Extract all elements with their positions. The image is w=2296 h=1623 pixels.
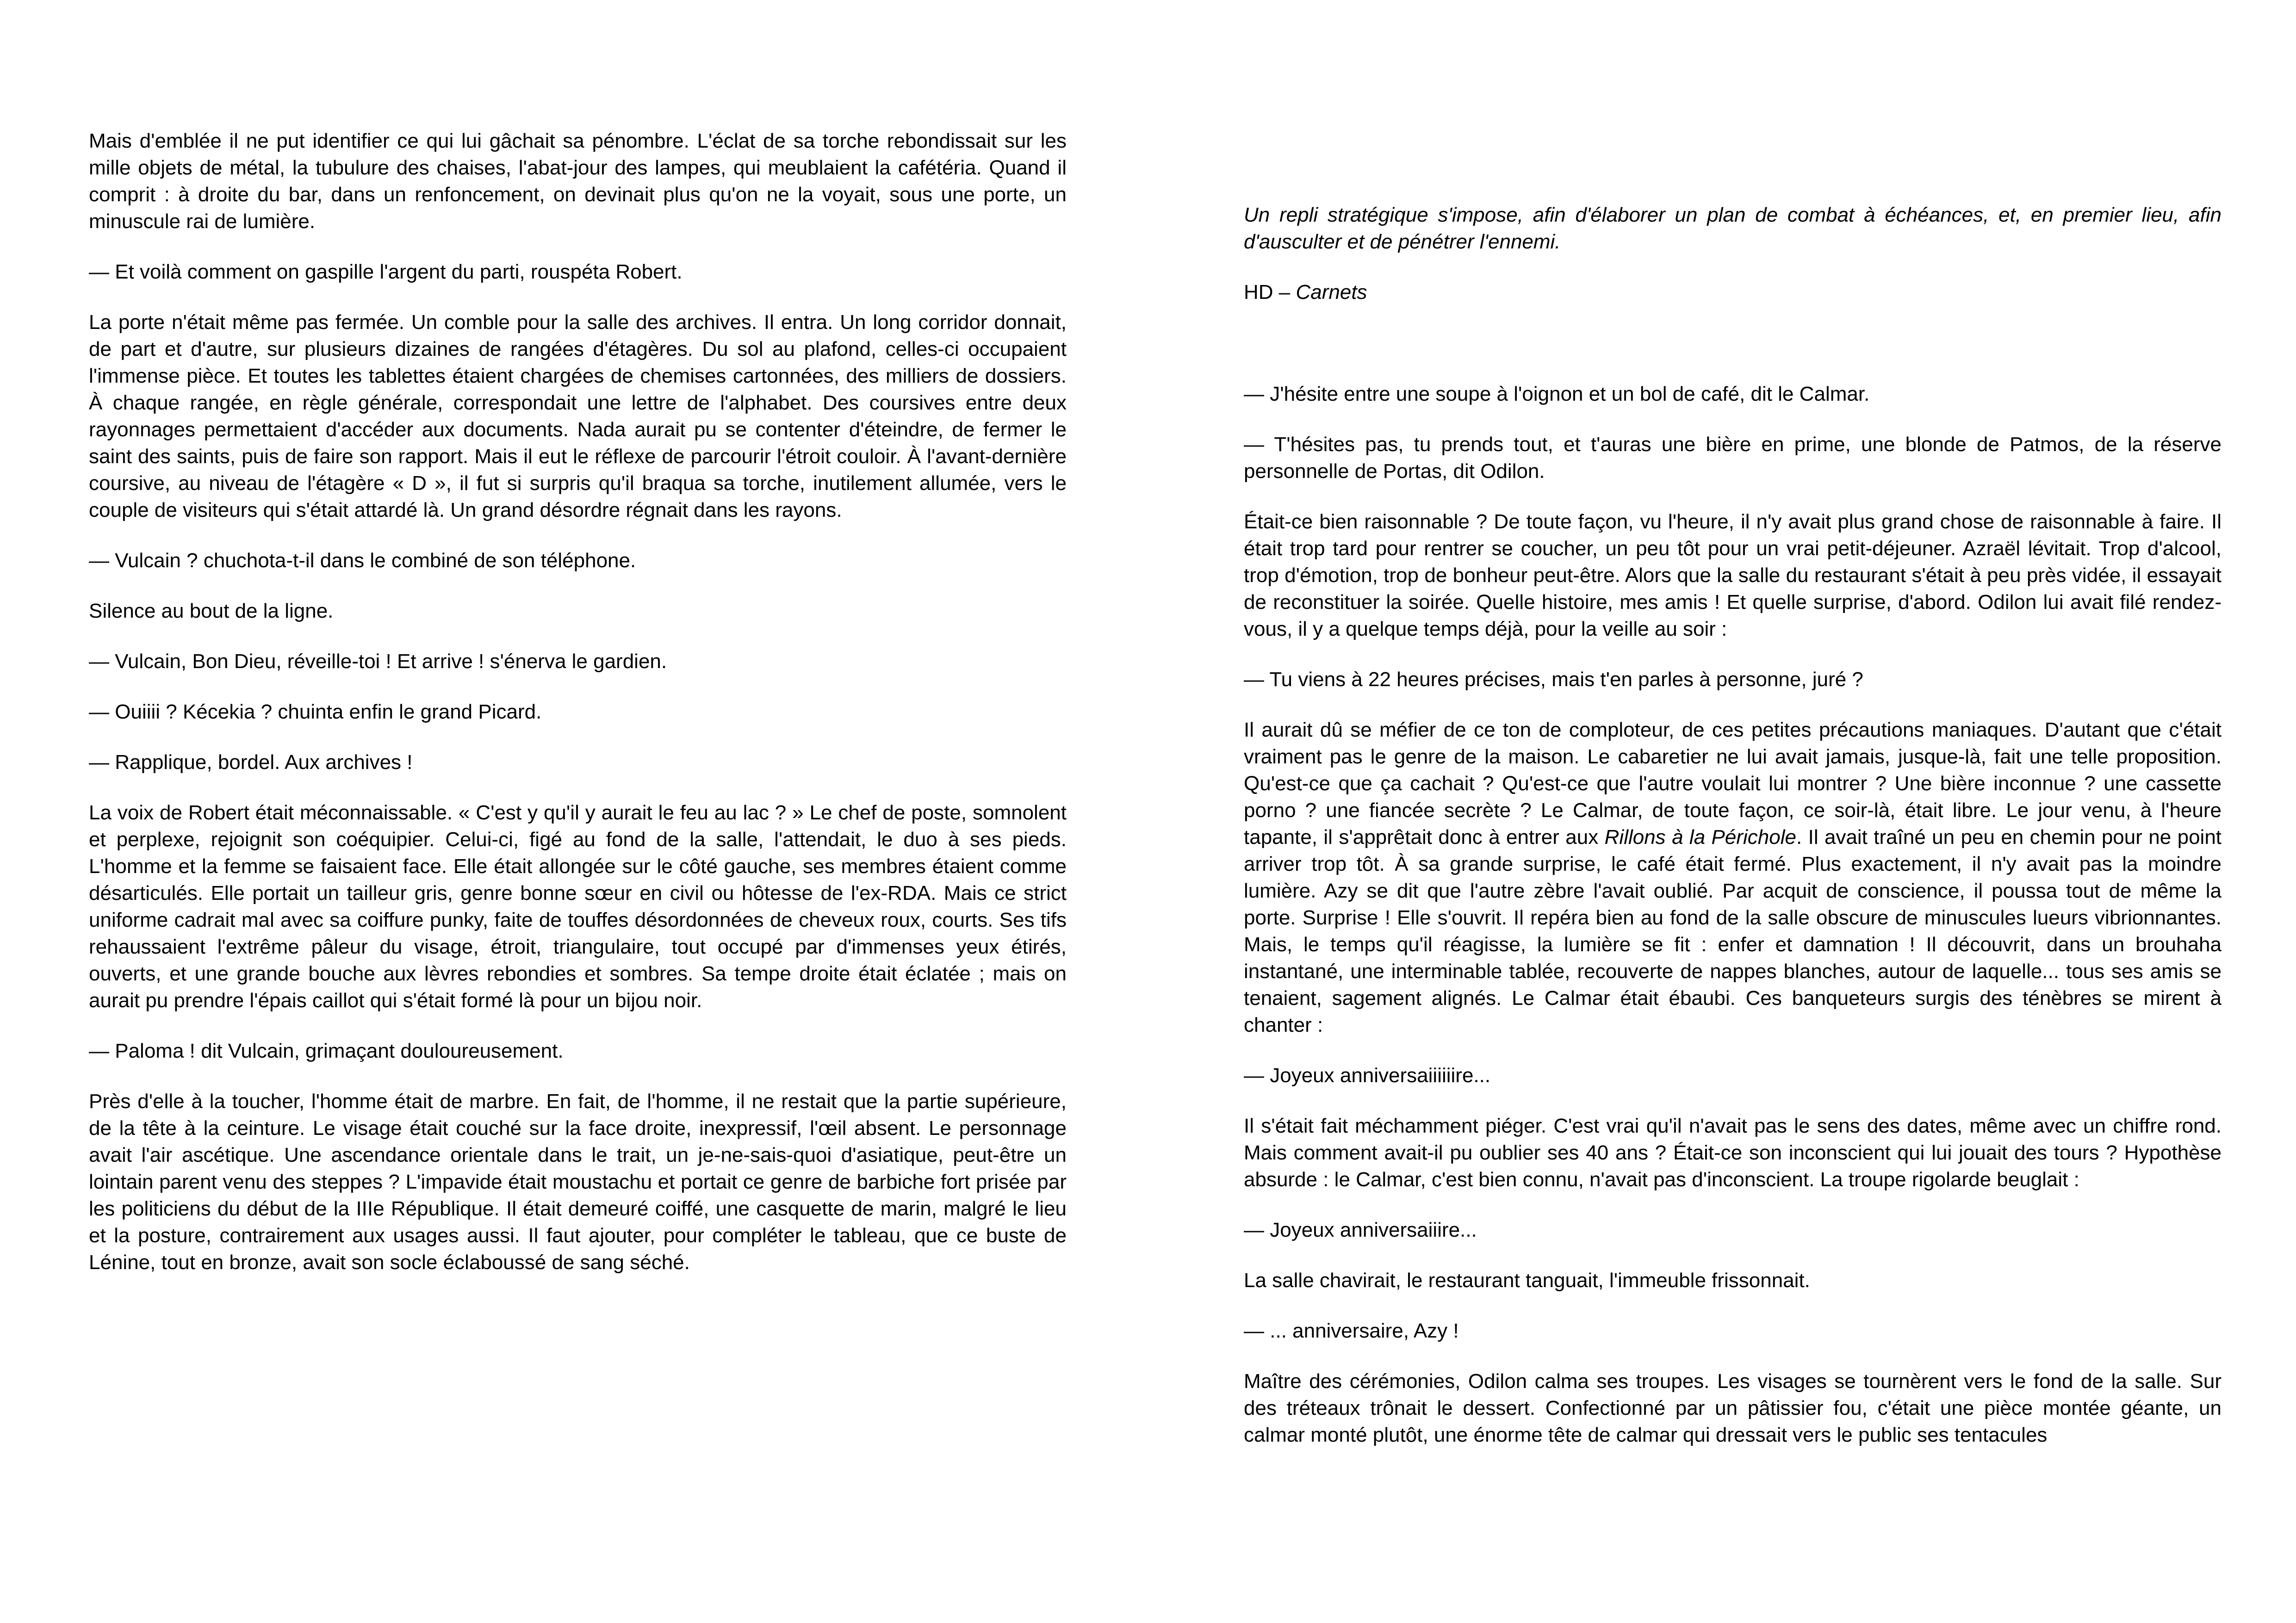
right-page xyxy=(1148,0,2296,1623)
paragraph: Mais d'emblée il ne put identifier ce qui lui gâchait sa pénombre. L'éclat de sa torche rebondissait sur les mille objets de métal, la tubulure des chaises, l'abat-jour des lampes, qui meublaient la cafétéria. Quand il comprit : à droite du bar, dans un renfoncement, on devinait plus qu'on ne la voyait, sous une porte, un minuscule rai de lumière. xyxy=(89,130,1067,233)
paragraph: — ... anniversaire, Azy ! xyxy=(1244,1319,1459,1342)
section-gap xyxy=(1244,329,2222,381)
paragraph: — Paloma ! dit Vulcain, grimaçant douloureusement. xyxy=(89,1040,564,1062)
paragraph xyxy=(1244,717,2222,1039)
paragraph: Silence au bout de la ligne. xyxy=(89,600,334,622)
paragraph-text: Il aurait dû se méfier de ce ton de comploteur, de ces petites précautions maniaques. D'autant que c'était vraiment pas le genre de la maison. Le cabaretier ne lui avait jamais, jusque-là, fait une telle proposition. Qu'est-ce que ça cachait ? Qu'est-ce que l'autre voulait lui montrer ? Une bière inconnue ? une cassette porno ? une fiancée secrète ? Le Calmar, de toute façon, ce soir-là, était libre. Le jour venu, à l'heure tapante, il s'apprêtait donc à entrer aux xyxy=(1244,719,2222,849)
paragraph: Il s'était fait méchamment piéger. C'est vrai qu'il n'avait pas le sens des dates, même avec un chiffre rond. Mais comment avait-il pu oublier ses 40 ans ? Était-ce son inconscient qui lui jouait des tours ? Hypothèse absurde : le Calmar, c'est bien connu, n'avait pas d'inconscient. La troupe rigolarde beuglait : xyxy=(1244,1115,2222,1191)
paragraph: — Ouiiii ? Kécekia ? chuinta enfin le grand Picard. xyxy=(89,700,542,723)
left-text-column xyxy=(89,128,1067,1300)
paragraph: La porte n'était même pas fermée. Un comble pour la salle des archives. Il entra. Un long corridor donnait, de part et d'autre, sur plusieurs dizaines de rangées d'étagères. Du sol au plafond, celles-ci occupaient l'immense pièce. Et toutes les tablettes étaient chargées de chemises cartonnées, des milliers de dossiers. À chaque rangée, en règle générale, correspondait une lettre de l'alphabet. Des coursives entre deux rayonnages permettaient d'accéder aux documents. Nada aurait pu se contenter d'éteindre, de fermer le saint des saints, puis de faire son rapport. Mais il eut le réflexe de parcourir l'étroit couloir. À l'avant-dernière coursive, au niveau de l'étagère « D », il fut si surpris qu'il braqua sa torche, inutilement allumée, vers le couple de visiteurs qui s'était attardé là. Un grand désordre régnait dans les rayons. xyxy=(89,311,1067,521)
attribution-source: Carnets xyxy=(1296,281,1367,304)
paragraph: Près d'elle à la toucher, l'homme était de marbre. En fait, de l'homme, il ne restait que la partie supérieure, de la tête à la ceinture. Le visage était couché sur la face droite, inexpressif, l'œil absent. Le personnage avait l'air ascétique. Une ascendance orientale dans le trait, un je-ne-sais-quoi d'asiatique, peut-être un lointain parent venu des steppes ? L'impavide était moustachu et portait ce genre de barbiche fort prisée par les politiciens du début de la IIIe République. Il était demeuré coiffé, une casquette de marin, malgré le lieu et la posture, contrairement aux usages aussi. Il faut ajouter, pour compléter le tableau, que ce buste de Lénine, tout en bronze, avait son socle éclaboussé de sang séché. xyxy=(89,1090,1067,1274)
paragraph: — Rapplique, bordel. Aux archives ! xyxy=(89,751,413,774)
paragraph: La salle chavirait, le restaurant tanguait, l'immeuble frissonnait. xyxy=(1244,1269,1810,1292)
right-text-column xyxy=(1244,202,2222,1472)
epigraph-attribution xyxy=(1244,279,2222,306)
epigraph: Un repli stratégique s'impose, afin d'élaborer un plan de combat à échéances, et, en premier lieu, afin d'ausculter et de pénétrer l'ennemi. xyxy=(1244,204,2222,253)
paragraph: — T'hésites pas, tu prends tout, et t'auras une bière en prime, une blonde de Patmos, de la réserve personnelle de Portas, dit Odilon. xyxy=(1244,433,2222,483)
paragraph: — Vulcain, Bon Dieu, réveille-toi ! Et arrive ! s'énerva le gardien. xyxy=(89,650,667,673)
paragraph: — Vulcain ? chuchota-t-il dans le combiné de son téléphone. xyxy=(89,549,636,572)
paragraph: — J'hésite entre une soupe à l'oignon et un bol de café, dit le Calmar. xyxy=(1244,383,1870,405)
paragraph: — Joyeux anniversaiiire... xyxy=(1244,1219,1477,1241)
paragraph: Était-ce bien raisonnable ? De toute façon, vu l'heure, il n'y avait plus grand chose de raisonnable à faire. Il était trop tard pour rentrer se coucher, un peu tôt pour un vrai petit-déjeuner. Azraël lévitait. Trop d'alcool, trop d'émotion, trop de bonheur peut-être. Alors que la salle du restaurant s'était à peu près vidée, il essayait de reconstituer la soirée. Quelle histoire, mes amis ! Et quelle surprise, d'abord. Odilon lui avait filé rendez-vous, il y a quelque temps déjà, pour la veille au soir : xyxy=(1244,510,2222,640)
paragraph: Maître des cérémonies, Odilon calma ses troupes. Les visages se tournèrent vers le fond de la salle. Sur des tréteaux trônait le dessert. Confectionné par un pâtissier fou, c'était une pièce montée géante, un calmar monté plutôt, une énorme tête de calmar qui dressait vers le public ses tentacules xyxy=(1244,1370,2222,1446)
restaurant-name: Rillons à la Périchole xyxy=(1604,826,1796,849)
paragraph: — Tu viens à 22 heures précises, mais t'en parles à personne, juré ? xyxy=(1244,668,1863,691)
attribution-author: HD – xyxy=(1244,281,1296,304)
paragraph: — Et voilà comment on gaspille l'argent du parti, rouspéta Robert. xyxy=(89,260,683,283)
paragraph: — Joyeux anniversaiiiiiire... xyxy=(1244,1064,1491,1087)
paragraph-text: . Il avait traîné un peu en chemin pour ne point arriver trop tôt. À sa grande surprise, le café était fermé. Plus exactement, il n'y avait pas la moindre lumière. Azy se dit que l'autre zèbre l'avait oublié. Par acquit de conscience, il poussa tout de même la porte. Surprise ! Elle s'ouvrit. Il repéra bien au fond de la salle obscure de minuscules lueurs vibrionnantes. Mais, le temps qu'il réagisse, la lumière se fit : enfer et damnation ! Il découvrit, dans un brouhaha instantané, une interminable tablée, recouverte de nappes blanches, autour de laquelle... tous ses amis se tenaient, sagement alignés. Le Calmar était ébaubi. Ces banqueteurs surgis des ténèbres se mirent à chanter : xyxy=(1244,826,2222,1036)
paragraph: La voix de Robert était méconnaissable. « C'est y qu'il y aurait le feu au lac ? » Le chef de poste, somnolent et perplexe, rejoignit son coéquipier. Celui-ci, figé au fond de la salle, l'attendait, le duo à ses pieds. L'homme et la femme se faisaient face. Elle était allongée sur le côté gauche, ses membres étaient comme désarticulés. Elle portait un tailleur gris, genre bonne sœur en civil ou hôtesse de l'ex-RDA. Mais ce strict uniforme cadrait mal avec sa coiffure punky, faite de touffes désordonnées de cheveux roux, courts. Ses tifs rehaussaient l'extrême pâleur du visage, étroit, triangulaire, tout occupé par d'immenses yeux étirés, ouverts, et une grande bouche aux lèvres rebondies et sombres. Sa tempe droite était éclatée ; mais on aurait pu prendre l'épais caillot qui s'était formé là pour un bijou noir. xyxy=(89,801,1067,1012)
